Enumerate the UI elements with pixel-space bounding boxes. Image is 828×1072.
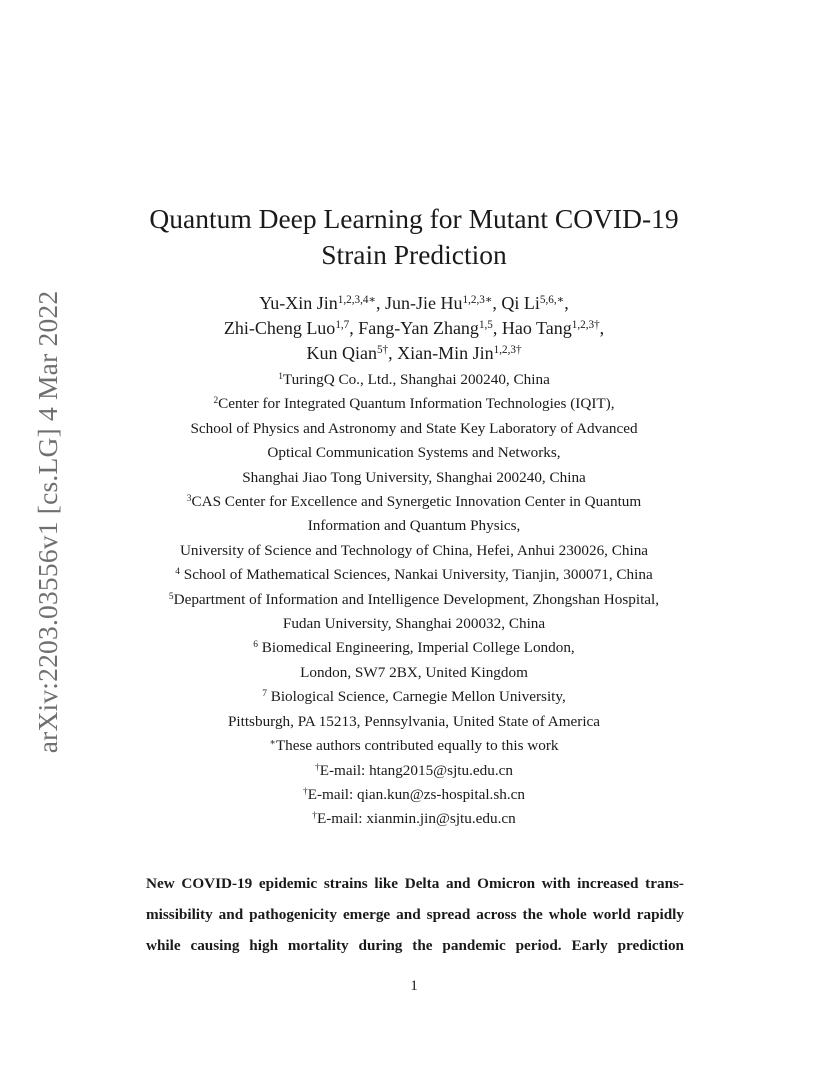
author-affiliation-marker: 5,6,∗ — [539, 293, 565, 306]
author-affiliation-marker: 1,2,3† — [571, 318, 600, 331]
affiliation-text: Optical Communication Systems and Networks, — [267, 444, 561, 462]
paper-title — [0, 201, 828, 273]
author-affiliation-marker: 1,2,3,4∗ — [337, 293, 377, 306]
author-name: Hao Tang — [501, 318, 572, 338]
affiliation-line — [0, 392, 828, 416]
email-text: E-mail: xianmin.jin@sjtu.edu.cn — [316, 810, 516, 828]
affiliation-marker: 7 — [262, 689, 267, 700]
affiliation-text: Information and Quantum Physics, — [307, 517, 521, 535]
affiliation-text: School of Mathematical Sciences, Nankai University, Tianjin, 300071, China — [179, 566, 653, 584]
affiliation-marker: 6 — [253, 640, 258, 651]
affiliation-text: Shanghai Jiao Tong University, Shanghai 200240, China — [242, 468, 586, 486]
author-list — [0, 291, 828, 366]
author-affiliation-marker: 1,2,3∗ — [462, 293, 493, 306]
author-name: Zhi-Cheng Luo — [223, 318, 336, 338]
affiliation-text: Fudan University, Shanghai 200032, China — [282, 615, 546, 633]
author-separator: , — [376, 293, 386, 313]
author-name: Yu-Xin Jin — [259, 293, 338, 313]
affiliation-marker: 2 — [213, 396, 219, 407]
email-line — [0, 759, 828, 783]
affiliation-text: University of Science and Technology of China, Hefei, Anhui 230026, China — [179, 541, 649, 559]
affiliation-marker: 5 — [168, 591, 174, 602]
paper-title-line: Strain Prediction — [321, 239, 507, 270]
affiliation-marker: † — [312, 811, 317, 822]
author-name: Jun-Jie Hu — [385, 293, 463, 313]
author-separator: , — [349, 318, 359, 338]
author-separator: , — [492, 293, 502, 313]
affiliation-text: Biological Science, Carnegie Mellon University, — [266, 688, 566, 706]
affiliation-line — [0, 661, 828, 685]
email-text: E-mail: htang2015@sjtu.edu.cn — [319, 761, 513, 779]
author-name: Qi Li — [501, 293, 540, 313]
affiliation-text: London, SW7 2BX, United Kingdom — [300, 663, 528, 681]
email-line — [0, 807, 828, 831]
affiliation-line — [0, 588, 828, 612]
author-separator: , — [492, 318, 502, 338]
page-number: 1 — [410, 977, 418, 994]
affiliation-line — [0, 417, 828, 441]
author-affiliation-marker: 5† — [376, 343, 389, 356]
affiliation-text: Biomedical Engineering, Imperial College London, — [257, 639, 575, 657]
abstract-line: missibility and pathogenicity emerge and spread across the whole world rapidly — [146, 906, 684, 923]
author-separator: , — [599, 318, 605, 338]
affiliation-marker: 1 — [278, 371, 283, 382]
affiliation-line — [0, 710, 828, 734]
arxiv-identifier-stamp: arXiv:2203.03556v1 [cs.LG] 4 Mar 2022 — [32, 290, 63, 754]
affiliation-marker: † — [303, 786, 308, 797]
affiliation-marker: † — [315, 762, 320, 773]
author-affiliation-marker: 1,5 — [478, 318, 493, 331]
equal-contribution-note — [0, 734, 828, 758]
affiliation-line — [0, 685, 828, 709]
affiliation-list — [0, 368, 828, 832]
author-line — [0, 316, 828, 341]
affiliation-marker: 4 — [175, 567, 180, 578]
affiliation-line — [0, 490, 828, 514]
abstract-line: New COVID-19 epidemic strains like Delta and Omicron with increased trans- — [146, 875, 684, 892]
affiliation-line — [0, 514, 828, 538]
author-line — [0, 341, 828, 366]
affiliation-text: TuringQ Co., Ltd., Shanghai 200240, China — [282, 371, 550, 388]
affiliation-line — [0, 466, 828, 490]
affiliation-text: Department of Information and Intelligence Development, Zhongshan Hospital, — [173, 590, 660, 608]
affiliation-text: CAS Center for Excellence and Synergetic Innovation Center in Quantum — [191, 493, 642, 511]
affiliation-marker: ∗ — [269, 737, 276, 748]
author-separator: , — [388, 343, 398, 363]
affiliation-line — [0, 441, 828, 465]
author-name: Xian-Min Jin — [397, 343, 494, 363]
affiliation-text: These authors contributed equally to this work — [275, 737, 559, 755]
author-name: Kun Qian — [306, 343, 377, 363]
affiliation-line — [0, 539, 828, 563]
email-text: E-mail: qian.kun@zs-hospital.sh.cn — [307, 785, 525, 803]
abstract-line: while causing high mortality during the pandemic period. Early prediction — [146, 937, 684, 954]
affiliation-line — [0, 636, 828, 660]
abstract — [146, 868, 684, 961]
affiliation-marker: 3 — [186, 493, 192, 504]
affiliation-line — [0, 368, 828, 392]
author-name: Fang-Yan Zhang — [358, 318, 479, 338]
affiliation-text: Pittsburgh, PA 15213, Pennsylvania, United State of America — [227, 712, 601, 730]
affiliation-text: School of Physics and Astronomy and State Key Laboratory of Advanced — [190, 419, 638, 437]
paper-title-line: Quantum Deep Learning for Mutant COVID-19 — [149, 203, 679, 234]
email-line — [0, 783, 828, 807]
affiliation-line — [0, 563, 828, 587]
author-line — [0, 291, 828, 316]
author-affiliation-marker: 1,7 — [335, 318, 350, 331]
author-affiliation-marker: 1,2,3† — [493, 343, 522, 356]
affiliation-text: Center for Integrated Quantum Information Technologies (IQIT), — [218, 395, 615, 413]
affiliation-line — [0, 612, 828, 636]
author-separator: , — [564, 293, 569, 313]
